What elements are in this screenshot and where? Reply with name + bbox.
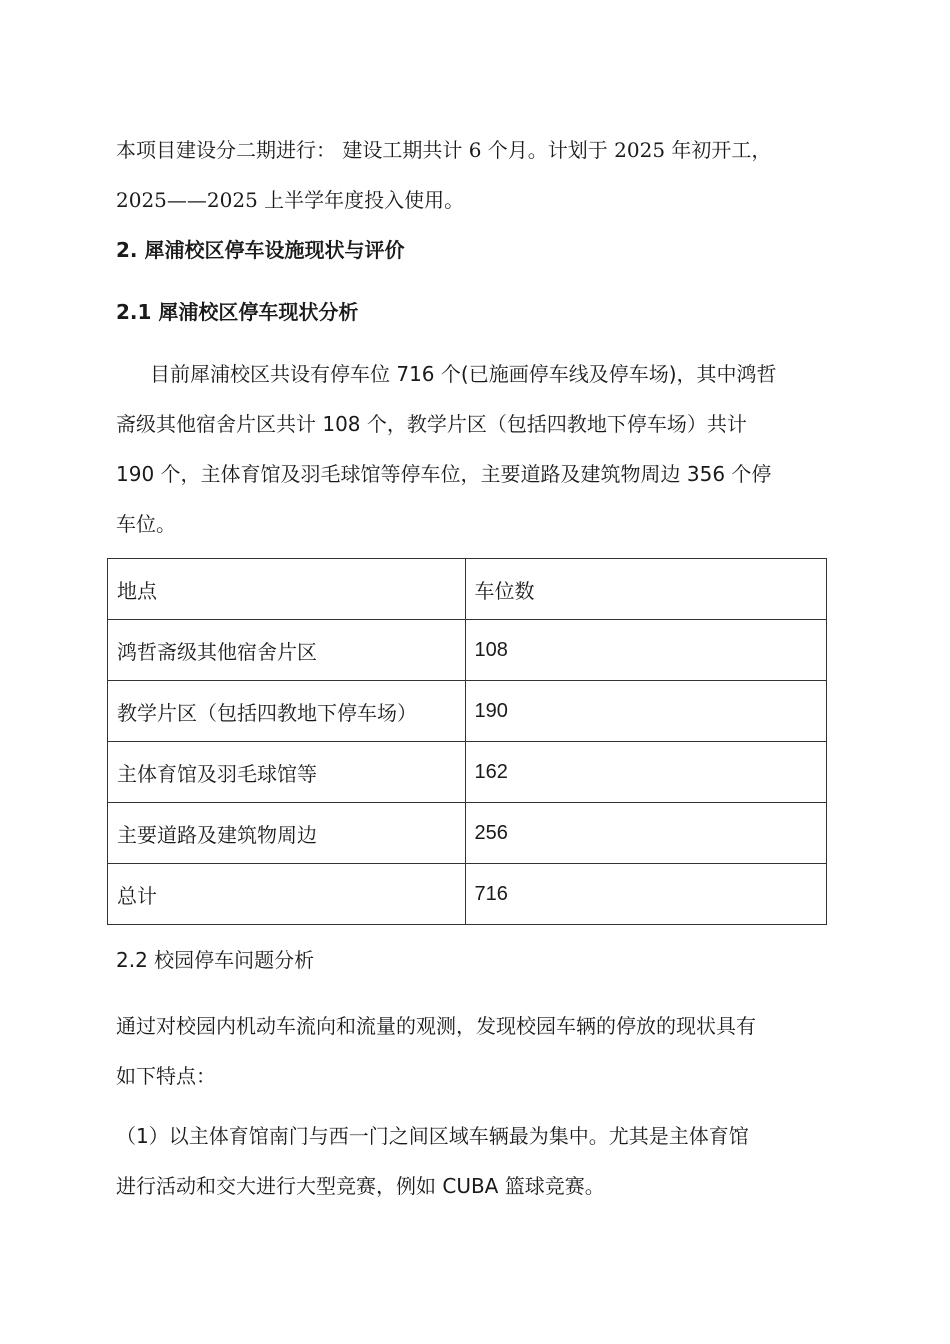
- table-cell-count: 190: [465, 681, 827, 742]
- table-row: [108, 742, 827, 803]
- table-row: [108, 803, 827, 864]
- table-header-row: [108, 559, 827, 620]
- section-heading-2-2: 2.2 校园停车问题分析: [116, 948, 315, 972]
- parking-spaces-table: [107, 558, 827, 925]
- paragraph-observation-line-1: 通过对校园内机动车流向和流量的观测，发现校园车辆的停放的现状具有: [116, 1014, 756, 1038]
- table-row: [108, 681, 827, 742]
- table-header-count: 车位数: [465, 559, 827, 620]
- table-cell-place: 主体育馆及羽毛球馆等: [108, 742, 466, 803]
- paragraph-status-line-3: 190 个，主体育馆及羽毛球馆等停车位，主要道路及建筑物周边 356 个停: [116, 462, 772, 486]
- section-heading-2-1: 2.1 犀浦校区停车现状分析: [116, 300, 359, 324]
- table-cell-count: 256: [465, 803, 827, 864]
- table-cell-place: 鸿哲斋级其他宿舍片区: [108, 620, 466, 681]
- paragraph-feature-1-line-1: （1）以主体育馆南门与西一门之间区域车辆最为集中。尤其是主体育馆: [116, 1124, 749, 1148]
- table-cell-place: 总计: [108, 864, 466, 925]
- table-cell-count: 108: [465, 620, 827, 681]
- paragraph-feature-1-line-2: 进行活动和交大进行大型竞赛，例如 CUBA 篮球竞赛。: [116, 1174, 605, 1198]
- table-row-total: [108, 864, 827, 925]
- table-cell-count: 162: [465, 742, 827, 803]
- table-cell-place: 教学片区（包括四教地下停车场）: [108, 681, 466, 742]
- table-cell-count: 716: [465, 864, 827, 925]
- paragraph-status-line-2: 斋级其他宿舍片区共计 108 个，教学片区（包括四教地下停车场）共计: [116, 412, 747, 436]
- table-header-place: 地点: [108, 559, 466, 620]
- paragraph-observation-line-2: 如下特点：: [116, 1064, 216, 1088]
- table-cell-place: 主要道路及建筑物周边: [108, 803, 466, 864]
- section-heading-2: 2. 犀浦校区停车设施现状与评价: [116, 238, 405, 262]
- paragraph-status-line-1: 目前犀浦校区共设有停车位 716 个(已施画停车线及停车场)，其中鸿哲: [150, 362, 777, 386]
- paragraph-status-line-4: 车位。: [116, 512, 176, 536]
- table-row: [108, 620, 827, 681]
- paragraph-project-line-2: 2025——2025 上半学年度投入使用。: [116, 188, 465, 212]
- paragraph-project-line-1: 本项目建设分二期进行： 建设工期共计 6 个月。计划于 2025 年初开工，: [116, 138, 772, 162]
